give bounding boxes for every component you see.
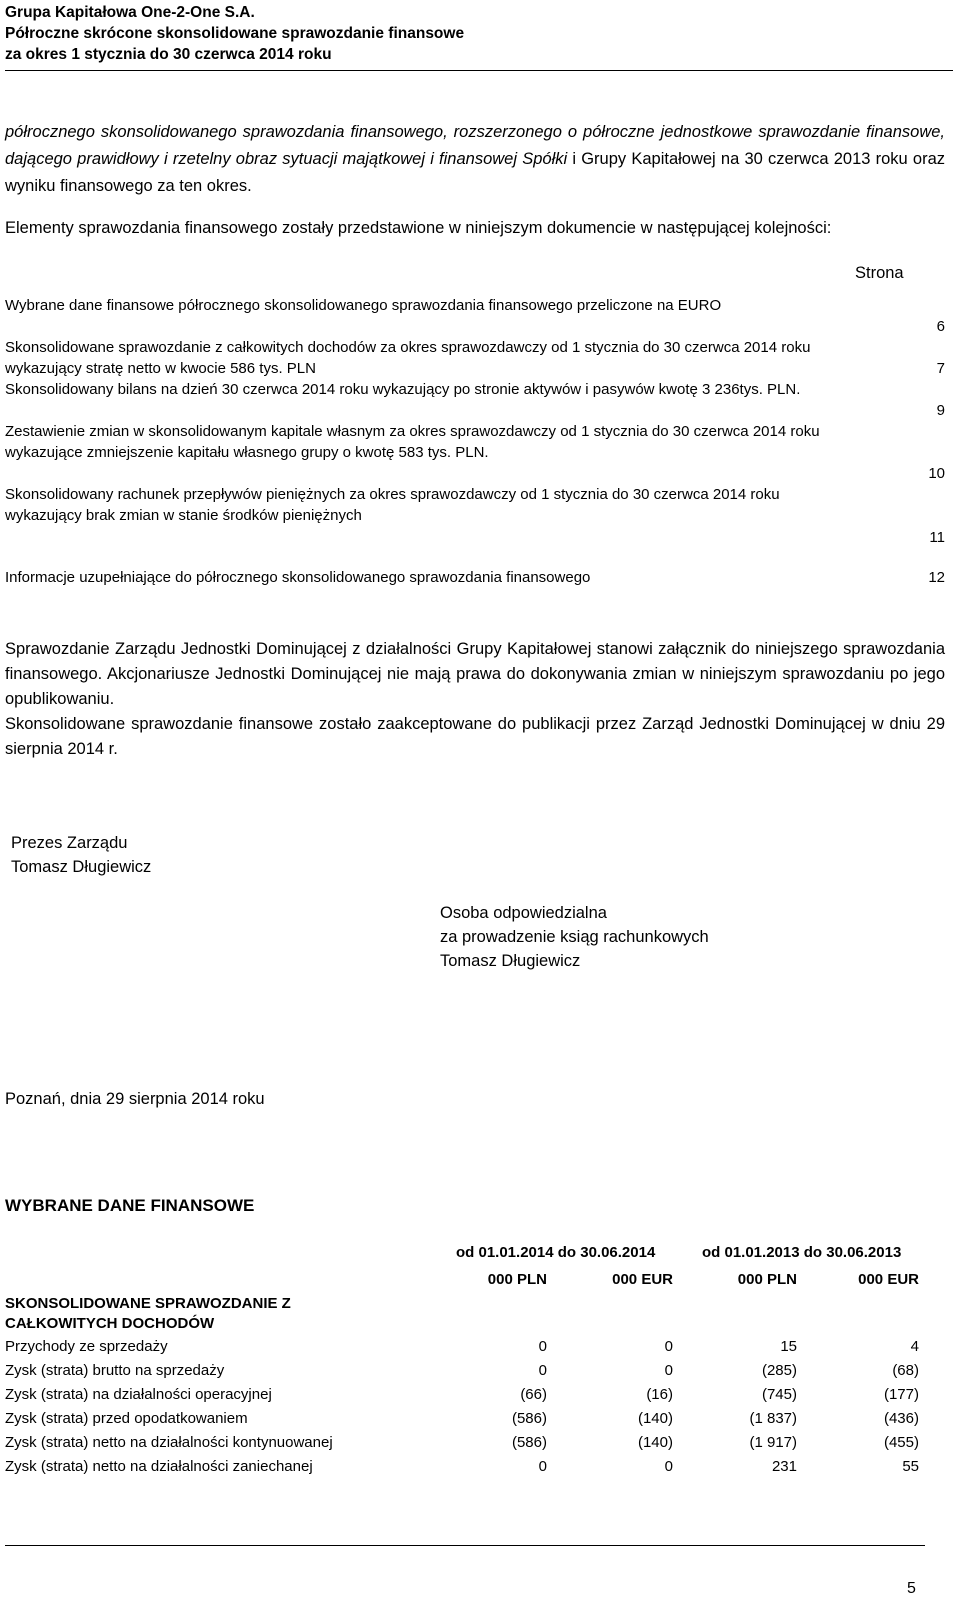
cell-value: 15 [780,1338,797,1355]
signature-title: Prezes Zarządu [11,834,128,852]
signature-name: Tomasz Długiewicz [11,858,152,876]
cell-value: (586) [511,1410,547,1427]
table-section-header [5,1294,291,1334]
cell-value: 0 [538,1362,547,1379]
toc-item-page: 6 [936,318,945,335]
cell-value: (68) [892,1362,919,1379]
intro-regular-text: i Grupy Kapitałowej na 30 czerwca 2013 roku oraz wyniku finansowego za ten okres. [5,150,945,195]
elements-intro: Elementy sprawozdania finansowego zostały przedstawione w niniejszym dokumencie w następującej kolejności: [5,219,832,237]
table-row [5,1434,922,1458]
cell-value: (1 917) [749,1434,797,1451]
cell-value: 0 [538,1458,547,1475]
period-2014-header: od 01.01.2014 do 30.06.2014 [456,1244,656,1261]
period-2013-header: od 01.01.2013 do 30.06.2013 [702,1244,902,1261]
document-header [5,2,464,65]
cell-value: (285) [761,1362,797,1379]
cell-value: (745) [761,1386,797,1403]
cell-value: 0 [538,1338,547,1355]
cell-value: 0 [664,1362,673,1379]
section-title: WYBRANE DANE FINANSOWE [5,1196,255,1215]
toc-item-text: Zestawienie zmian w skonsolidowanym kapitale własnym za okres sprawozdawczy od 1 stycznia do 30 czerwca 2014 roku wykazujące zmniejszenie kapitału własnego grupy o kwotę 583 tys. PLN. [5,423,820,461]
toc-item [5,337,945,379]
toc-item [5,379,945,419]
cell-value: (140) [637,1410,673,1427]
row-label: Zysk (strata) przed opodatkowaniem [5,1410,248,1427]
toc-item-text: Skonsolidowane sprawozdanie z całkowitych dochodów za okres sprawozdawczy od 1 stycznia do 30 czerwca 2014 roku wykazujący stratę netto w kwocie 586 tys. PLN [5,339,811,377]
currency-header: 000 PLN [737,1271,797,1288]
table-row [5,1458,922,1482]
cell-value: 4 [910,1338,919,1355]
toc-item [5,295,945,335]
toc-item [5,484,945,546]
cell-value: (177) [883,1386,919,1403]
toc-item-text: Wybrane dane finansowe półrocznego skonsolidowanego sprawozdania finansowego przeliczone na EURO [5,297,722,314]
report-period: za okres 1 stycznia do 30 czerwca 2014 roku [5,46,332,63]
intro-italic-text: półrocznego skonsolidowanego sprawozdania finansowego, rozszerzonego o półroczne jednostkowe sprawozdanie finansowe, dającego prawidłowy i rzetelny obraz sytuacji majątkowej i finansowej Spółki [5,123,945,168]
page-column-header: Strona [855,264,904,282]
toc-item [5,421,945,482]
currency-header: 000 EUR [858,1271,919,1288]
place-date: Poznań, dnia 29 sierpnia 2014 roku [5,1090,265,1108]
toc-item-text: Skonsolidowany rachunek przepływów pieniężnych za okres sprawozdawczy od 1 stycznia do 30 czerwca 2014 roku wykazujący brak zmian w stanie środków pieniężnych [5,486,780,524]
toc-item-page: 7 [936,360,945,377]
cell-value: 0 [664,1458,673,1475]
cell-value: 231 [771,1458,797,1475]
footer-divider [5,1545,925,1546]
signature-name: Tomasz Długiewicz [440,952,581,970]
toc-item-text: Informacje uzupełniające do półrocznego skonsolidowanego sprawozdania finansowego [5,569,591,586]
row-label: Zysk (strata) na działalności operacyjnej [5,1386,272,1403]
signature-president [11,831,151,879]
signature-accountant [440,901,709,973]
cell-value: (140) [637,1434,673,1451]
table-row [5,1338,922,1362]
toc-item-page: 10 [928,465,945,482]
row-label: Zysk (strata) netto na działalności kontynuowanej [5,1434,333,1451]
section-header-line2: CAŁKOWITYCH DOCHODÓW [5,1315,215,1332]
cell-value: (455) [883,1434,919,1451]
currency-header: 000 EUR [612,1271,673,1288]
management-report-text: Sprawozdanie Zarządu Jednostki Dominującej z działalności Grupy Kapitałowej stanowi załącznik do niniejszego sprawozdania finansowego. Akcjonariusze Jednostki Dominującej nie mają prawa do dokonywania zmian w niniejszym sprawozdaniu po jego opublikowaniu. [5,640,945,708]
table-row [5,1386,922,1410]
cell-value: (66) [520,1386,547,1403]
toc-item-page: 12 [928,569,945,586]
toc-item-page: 11 [929,529,945,546]
row-label: Zysk (strata) brutto na sprzedaży [5,1362,225,1379]
cell-value: (586) [511,1434,547,1451]
row-label: Przychody ze sprzedaży [5,1338,168,1355]
row-label: Zysk (strata) netto na działalności zaniechanej [5,1458,313,1475]
signature-role-line1: Osoba odpowiedzialna [440,904,607,922]
cell-value: (1 837) [749,1410,797,1427]
intro-paragraph [5,119,945,200]
section-header-line1: SKONSOLIDOWANE SPRAWOZDANIE Z [5,1295,291,1312]
approval-text: Skonsolidowane sprawozdanie finansowe zostało zaakceptowane do publikacji przez Zarząd Jednostki Dominującej w dniu 29 sierpnia 2014 r. [5,715,945,758]
currency-header: 000 PLN [487,1271,547,1288]
management-note [5,637,945,762]
table-row [5,1362,922,1386]
page-number: 5 [907,1580,916,1597]
report-title: Półroczne skrócone skonsolidowane sprawozdanie finansowe [5,25,465,42]
cell-value: (16) [646,1386,673,1403]
toc-item-text: Skonsolidowany bilans na dzień 30 czerwca 2014 roku wykazujący po stronie aktywów i pasywów kwotę 3 236tys. PLN. [5,381,801,398]
cell-value: 0 [664,1338,673,1355]
toc-item [5,567,945,588]
toc-item-page: 9 [936,402,945,419]
cell-value: (436) [883,1410,919,1427]
cell-value: 55 [902,1458,919,1475]
company-name: Grupa Kapitałowa One-2-One S.A. [5,4,255,21]
signature-role-line2: za prowadzenie ksiąg rachunkowych [440,928,709,946]
header-divider [5,70,953,71]
table-row [5,1410,922,1434]
